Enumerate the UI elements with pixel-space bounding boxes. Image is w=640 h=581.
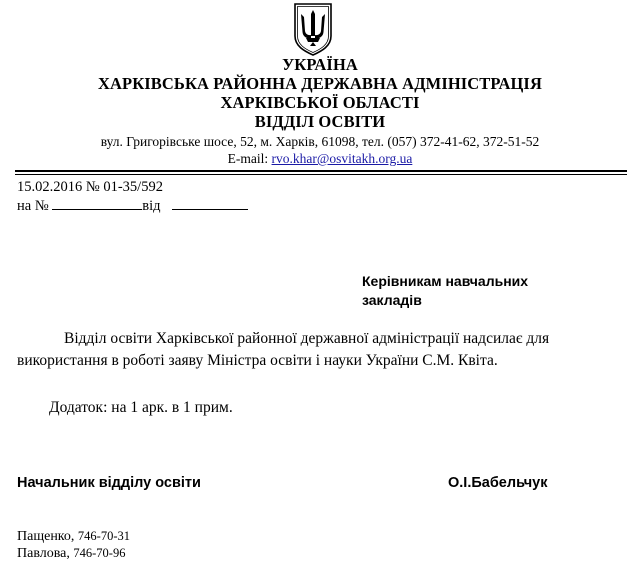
- executor-2-phone: 746-70-96: [73, 546, 126, 560]
- recipient-line-2: закладів: [362, 292, 422, 308]
- executor-2: [17, 546, 125, 562]
- header-divider-thin: [15, 174, 627, 175]
- header-divider-thick: [15, 170, 627, 172]
- recipient-line-1: Керівникам навчальних: [362, 273, 529, 289]
- body-paragraph-line-2: використання в роботі заяву Міністра освіти і науки України С.М. Квіта.: [17, 352, 498, 369]
- executor-1: [17, 529, 130, 545]
- executor-2-name: Павлова,: [17, 546, 70, 561]
- email-link[interactable]: rvo.khar@osvitakh.org.ua: [271, 151, 413, 166]
- reply-from-label: від: [142, 198, 161, 214]
- department-title: ВІДДІЛ ОСВІТИ: [254, 112, 386, 131]
- trident-icon: [290, 0, 336, 56]
- signatory-name: О.І.Бабельчук: [448, 475, 548, 491]
- document-date-number: 15.02.2016 № 01-35/592: [17, 179, 163, 195]
- region-title: ХАРКІВСЬКОЇ ОБЛАСТІ: [220, 93, 420, 112]
- reply-number-blank: [52, 197, 142, 210]
- email-label: E-mail:: [227, 151, 269, 166]
- coat-of-arms-emblem: [290, 0, 336, 56]
- executor-1-phone: 746-70-31: [77, 529, 130, 543]
- country-title: УКРАЇНА: [282, 55, 358, 74]
- reply-reference-line: [17, 197, 248, 215]
- address-line: вул. Григорівське шосе, 52, м. Харків, 61098, тел. (057) 372-41-62, 372-51-52: [100, 134, 540, 149]
- executor-1-name: Пащенко,: [17, 529, 75, 544]
- body-paragraph-line-1: Відділ освіти Харківської районної державної адміністрації надсилає для: [64, 330, 550, 347]
- reply-number-label: на №: [17, 198, 49, 214]
- signatory-position: Начальник відділу освіти: [17, 475, 201, 491]
- reply-date-blank: [172, 197, 248, 210]
- email-line: [0, 151, 640, 167]
- administration-title: ХАРКІВСЬКА РАЙОННА ДЕРЖАВНА АДМІНІСТРАЦІЯ: [98, 74, 542, 93]
- attachment-note: Додаток: на 1 арк. в 1 прим.: [49, 399, 233, 416]
